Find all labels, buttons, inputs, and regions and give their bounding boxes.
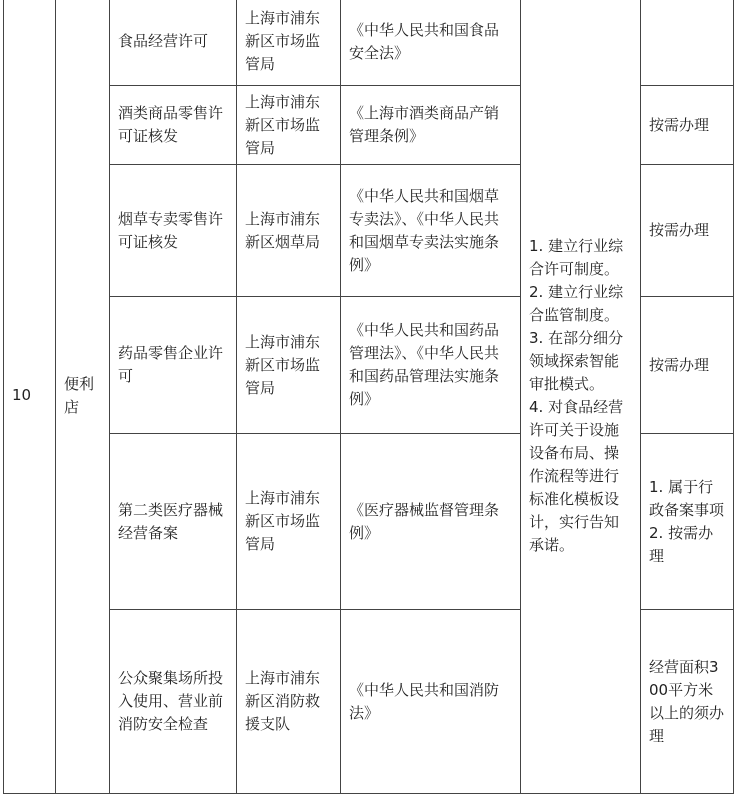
- note-cell: 按需办理: [641, 297, 734, 434]
- authority-cell: 上海市浦东新区市场监管局: [237, 297, 341, 434]
- permit-name-cell: 酒类商品零售许可证核发: [110, 86, 237, 165]
- permit-name-cell: 烟草专卖零售许可证核发: [110, 165, 237, 297]
- permit-name-cell: 药品零售企业许可: [110, 297, 237, 434]
- law-basis-cell: 《医疗器械监督管理条例》: [341, 434, 521, 610]
- authority-cell: 上海市浦东新区市场监管局: [237, 434, 341, 610]
- note-cell: [641, 0, 734, 86]
- note-cell: 经营面积300平方米以上的须办理: [641, 610, 734, 794]
- table-row: [4, 0, 734, 86]
- note-cell: 1. 属于行政备案事项 2. 按需办理: [641, 434, 734, 610]
- law-basis-cell: 《中华人民共和国药品管理法》、《中华人民共和国药品管理法实施条例》: [341, 297, 521, 434]
- law-basis-cell: 《中华人民共和国食品安全法》: [341, 0, 521, 86]
- permit-name-cell: 第二类医疗器械经营备案: [110, 434, 237, 610]
- row-number-cell: 10: [4, 0, 56, 794]
- note-cell: 按需办理: [641, 165, 734, 297]
- permit-name-cell: 食品经营许可: [110, 0, 237, 86]
- store-type-cell: 便利店: [56, 0, 110, 794]
- authority-cell: 上海市浦东新区市场监管局: [237, 0, 341, 86]
- authority-cell: 上海市浦东新区烟草局: [237, 165, 341, 297]
- law-basis-cell: 《中华人民共和国消防法》: [341, 610, 521, 794]
- note-cell: 按需办理: [641, 86, 734, 165]
- reform-measures-cell: 1. 建立行业综合许可制度。 2. 建立行业综合监管制度。 3. 在部分细分领域探索智能审批模式。 4. 对食品经营许可关于设施设备布局、操作流程等进行标准化模板设计，实行告知承诺。: [521, 0, 641, 794]
- permit-table: [3, 0, 734, 794]
- authority-cell: 上海市浦东新区市场监管局: [237, 86, 341, 165]
- law-basis-cell: 《中华人民共和国烟草专卖法》、《中华人民共和国烟草专卖法实施条例》: [341, 165, 521, 297]
- authority-cell: 上海市浦东新区消防救援支队: [237, 610, 341, 794]
- permit-name-cell: 公众聚集场所投入使用、营业前消防安全检查: [110, 610, 237, 794]
- law-basis-cell: 《上海市酒类商品产销管理条例》: [341, 86, 521, 165]
